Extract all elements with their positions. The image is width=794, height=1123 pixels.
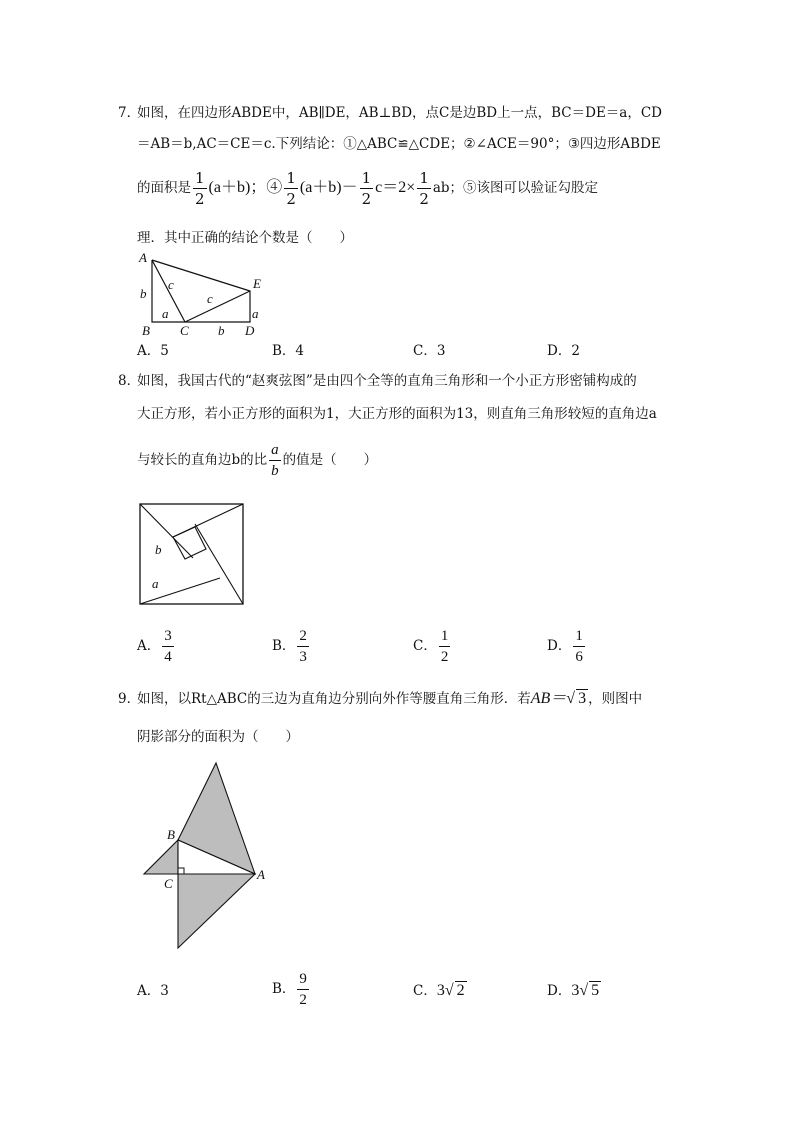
q7-fraction-4: $\frac{1}{2}$ [419,169,429,208]
q9-choice-a[interactable]: A．3 [137,983,169,999]
q7-label-A: A [139,250,147,265]
q7-line3-pre: 的面积是 [137,180,191,196]
q9-label-B: B [167,827,175,842]
q9-figure-triangles [140,758,280,953]
q8-figure-zhaoshuang [136,500,248,610]
q7-figure-quadrilateral [130,248,280,340]
q7-number: 7． [118,105,141,121]
q9-number: 9． [118,691,141,707]
q7-fraction-3: $\frac{1}{2}$ [361,169,372,208]
q8-ratio-fraction: $\frac{a}{b}$ [271,442,279,479]
q7-label-c-right: c [207,291,213,306]
q9-label-C: C [164,876,173,891]
q7-label-C: C [180,323,189,338]
q8-label-a: a [152,576,159,591]
q8-choice-d[interactable]: D． $\frac{1}{6}$ [547,628,583,665]
q9-line1-pre: 如图，以Rt△ABC的三边为直角边分别向外作等腰直角三角形．若 [137,691,531,707]
q7-line3-mid2: (a＋b)－ [299,179,358,196]
q9-choice-c[interactable]: C．3√ 2 [413,982,465,999]
q7-choice-d[interactable]: D．2 [547,343,580,359]
q8-label-b: b [155,542,162,557]
q7-choice-a[interactable]: A．5 [137,343,169,359]
q7-choice-b[interactable]: B．4 [272,343,305,359]
q7-line3-mid3: c＝2× [375,179,416,196]
q8-choice-a[interactable]: A． $\frac{3}{4}$ [137,628,172,665]
q8-line3-pre: 与较长的直角边b的比 [137,452,268,468]
q7-label-a-right: a [252,306,259,321]
q7-label-E: E [253,276,261,291]
q8-text-line1: 如图，我国古代的“赵爽弦图”是由四个全等的直角三角形和一个小正方形密铺构成的 [137,373,637,389]
q7-fraction-1: $\frac{1}{2}$ [195,169,205,208]
q7-label-b-left: b [140,286,147,301]
q7-label-D: D [245,323,255,338]
q7-text-line4: 理．其中正确的结论个数是（ ） [137,230,353,246]
q7-text-line3 [137,168,598,209]
q7-text-line1: 如图，在四边形ABDE中，AB∥DE，AB⊥BD，点C是边BD上一点，BC＝DE＝a，CD [137,105,662,121]
q9-label-A: A [257,867,265,882]
q9-ab-root: 3 [578,690,587,707]
q7-label-a-left: a [162,306,169,321]
q9-choice-b[interactable]: B． $\frac{9}{2}$ [272,971,307,1008]
q8-line3-post: 的值是（ ） [282,452,378,468]
q7-fraction-2: $\frac{1}{2}$ [286,169,296,208]
q7-label-B: B [142,323,150,338]
q9-text-line1: 如图，以Rt△ABC的三边为直角边分别向外作等腰直角三角形．若AB＝√ 3 ，则图中 [137,690,643,707]
q9-text-line2: 阴影部分的面积为（ ） [137,729,299,745]
q9-choice-d[interactable]: D．3√ 5 [547,982,600,999]
q8-number: 8． [118,373,141,389]
q9-ab-expression: AB＝ [530,690,567,707]
q7-choice-c[interactable]: C．3 [413,343,446,359]
q7-label-b-bottom: b [218,323,225,338]
q7-label-c-left: c [168,277,174,292]
q8-choice-c[interactable]: C． $\frac{1}{2}$ [413,628,449,665]
q7-line3-post: ab；⑤该图可以验证勾股定 [432,180,599,196]
q8-text-line2: 大正方形，若小正方形的面积为1，大正方形的面积为13，则直角三角形较短的直角边a [137,406,657,422]
q7-line3-mid1: (a＋b)；④ [208,179,283,196]
q8-choice-b[interactable]: B． $\frac{2}{3}$ [272,628,307,665]
q7-text-line2: ＝AB＝b,AC＝CE＝c.下列结论：①△ABC≌△CDE；②∠ACE＝90°；③四边形ABDE [137,136,661,152]
q9-line1-post: ，则图中 [588,691,643,707]
q8-text-line3 [137,440,377,481]
